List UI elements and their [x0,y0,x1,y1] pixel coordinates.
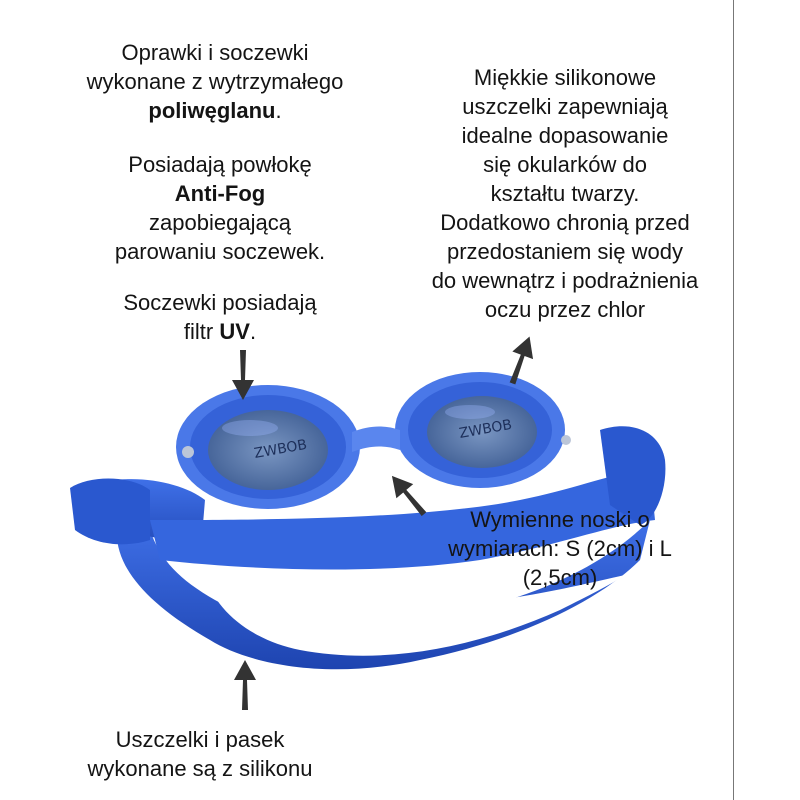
annotation-nose [395,505,725,592]
antifog-line1: Posiadają powłokę [128,152,312,177]
right-lens-print: ZWBOB [457,416,514,442]
annotation-antifog [60,150,380,266]
seals-line1: Miękkie silikonowe [473,65,657,90]
seals-line2: uszczelki zapewniają [462,94,668,119]
annotation-uv [60,288,380,346]
uv-prefix: filtr [183,319,220,344]
left-clip [70,478,150,544]
annotation-strap [40,725,360,783]
seals-line8: do wewnątrz i podrażnienia [431,268,699,293]
annotation-material [40,38,390,125]
nose-line2: wymiarach: S (2cm) i L [448,536,672,561]
seals-line6: Dodatkowo chronią przed [440,210,690,235]
left-lens-print: ZWBOB [252,436,309,462]
antifog-line3: zapobiegającą [149,210,291,235]
uv-bold: UV [219,319,250,344]
nose-line3: (2,5cm) [522,565,598,590]
uv-line1: Soczewki posiadają [123,290,317,315]
antifog-line4: parowaniu soczewek. [114,239,326,264]
antifog-bold: Anti-Fog [174,181,266,206]
seals-line3: idealne dopasowanie [461,123,669,148]
material-line1: Oprawki i soczewki [121,40,309,65]
seals-line7: przedostaniem się wody [446,239,683,264]
uv-line2 [60,317,380,346]
material-line2: wykonane z wytrzymałego [86,69,344,94]
nose-bridge [352,426,400,452]
strap-line1: Uszczelki i pasek [115,727,285,752]
strap-line2: wykonane są z silikonu [87,756,313,781]
seals-line9: oczu przez chlor [484,297,646,322]
arrow-down-icon [230,350,256,400]
seals-line5: kształtu twarzy. [490,181,640,206]
seals-line4: się okularków do [483,152,647,177]
annotation-seals [400,63,730,324]
nose-line1: Wymienne noski o [470,507,650,532]
material-line3 [40,96,390,125]
material-tail: . [275,98,282,123]
material-bold: poliwęglanu [148,98,276,123]
arrow-up-icon [232,660,258,710]
uv-tail: . [249,319,257,344]
